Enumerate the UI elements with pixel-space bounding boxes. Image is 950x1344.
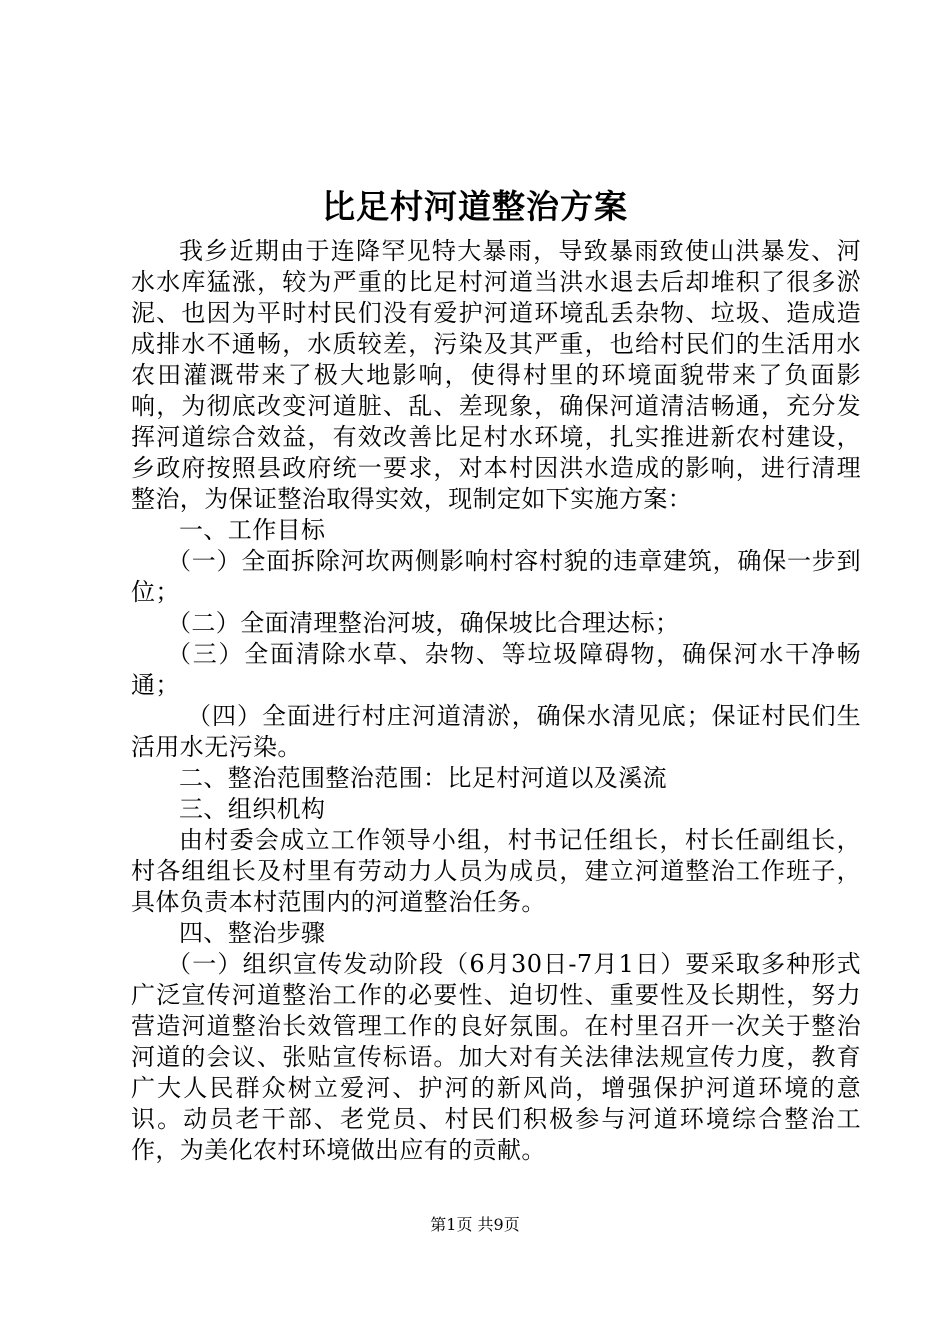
section-heading-steps: 四、整治步骤 xyxy=(179,919,326,947)
goal-item-2: （二）全面清理整治河坡，确保坡比合理达标； xyxy=(167,609,680,637)
page-footer: 第1页 共9页 xyxy=(430,1215,520,1234)
goal-item-3: （三）全面清除水草、杂物、等垃圾障碍物，确保河水干净畅通； xyxy=(131,640,861,699)
goal-item-4: （四）全面进行村庄河道清淤，确保水清见底；保证村民们生活用水无污染。 xyxy=(131,702,861,761)
goal-item-1: （一）全面拆除河坎两侧影响村容村貌的违章建筑，确保一步到位； xyxy=(131,547,861,606)
section-heading-organization: 三、组织机构 xyxy=(179,795,326,823)
section-heading-scope: 二、整治范围整治范围：比足村河道以及溪流 xyxy=(179,764,667,792)
organization-paragraph: 由村委会成立工作领导小组，村书记任组长，村长任副组长，村各组组长及村里有劳动力人员为成员，建立河道整治工作班子，具体负责本村范围内的河道整治任务。 xyxy=(131,826,861,916)
document-body xyxy=(131,236,861,1166)
document-title: 比足村河道整治方案 xyxy=(322,187,628,226)
section-heading-goals: 一、工作目标 xyxy=(179,516,326,544)
steps-paragraph-1: （一）组织宣传发动阶段（6月30日-7月1日）要采取多种形式广泛宣传河道整治工作的必要性、迫切性、重要性及长期性，努力营造河道整治长效管理工作的良好氛围。在村里召开一次关于整治河道的会议、张贴宣传标语。加大对有关法律法规宣传力度，教育广大人民群众树立爱河、护河的新风尚，增强保护河道环境的意识。动员老干部、老党员、村民们积极参与河道环境综合整治工作，为美化农村环境做出应有的贡献。 xyxy=(131,950,861,1164)
intro-paragraph: 我乡近期由于连降罕见特大暴雨，导致暴雨致使山洪暴发、河水水库猛涨，较为严重的比足村河道当洪水退去后却堆积了很多淤泥、也因为平时村民们没有爱护河道环境乱丢杂物、垃圾、造成造成排水不通畅，水质较差，污染及其严重，也给村民们的生活用水农田灌溉带来了极大地影响，使得村里的环境面貌带来了负面影响，为彻底改变河道脏、乱、差现象，确保河道清洁畅通，充分发挥河道综合效益，有效改善比足村水环境，扎实推进新农村建设，乡政府按照县政府统一要求，对本村因洪水造成的影响，进行清理整治，为保证整治取得实效，现制定如下实施方案： xyxy=(131,237,861,513)
